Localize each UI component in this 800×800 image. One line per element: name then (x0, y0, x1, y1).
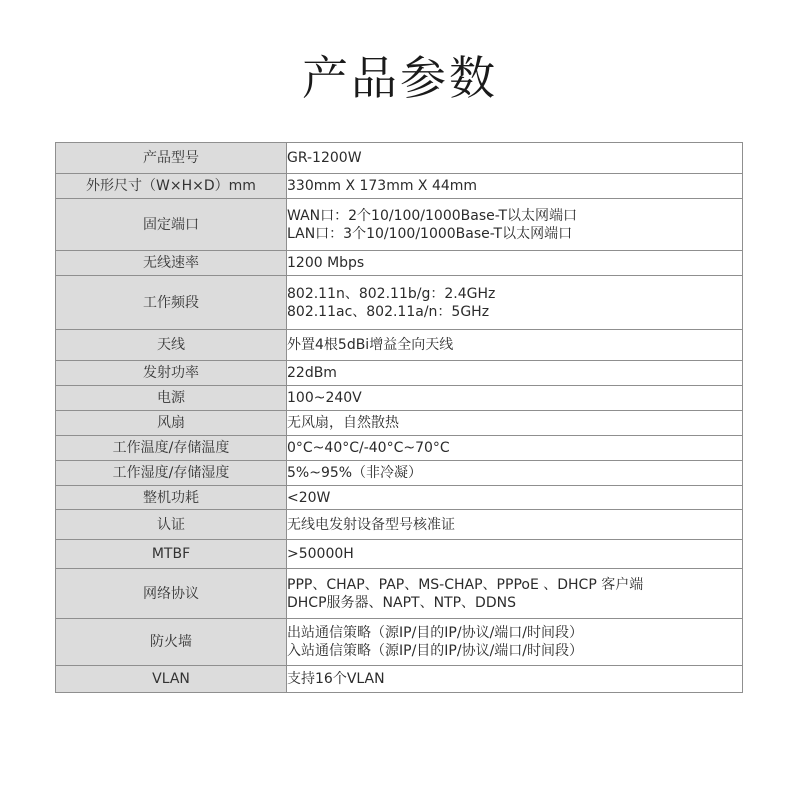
spec-row (56, 486, 743, 510)
spec-label: 电源 (56, 386, 287, 411)
spec-value-line: 外置4根5dBi增益全向天线 (287, 337, 454, 353)
spec-label: 固定端口 (56, 199, 287, 251)
spec-row (56, 276, 743, 330)
spec-value-line: >50000H (287, 546, 354, 562)
spec-value-line: 330mm X 173mm X 44mm (287, 178, 478, 194)
spec-label: 工作频段 (56, 276, 287, 330)
spec-value-line: LAN口：3个10/100/1000Base-T以太网端口 (287, 225, 573, 242)
spec-row (56, 411, 743, 436)
spec-value (287, 510, 743, 540)
spec-value-line: 5%~95%（非冷凝） (287, 465, 423, 481)
spec-label: VLAN (56, 666, 287, 693)
spec-row (56, 361, 743, 386)
spec-row (56, 540, 743, 569)
spec-row (56, 461, 743, 486)
spec-value-line: 入站通信策略（源IP/目的IP/协议/端口/时间段） (287, 643, 584, 659)
spec-row (56, 619, 743, 666)
spec-row (56, 569, 743, 619)
spec-value (287, 411, 743, 436)
spec-label: 网络协议 (56, 569, 287, 619)
spec-label: MTBF (56, 540, 287, 569)
spec-value (287, 143, 743, 174)
spec-row (56, 199, 743, 251)
spec-label: 风扇 (56, 411, 287, 436)
spec-value (287, 666, 743, 693)
spec-value (287, 461, 743, 486)
spec-value-line: 802.11ac、802.11a/n：5GHz (287, 303, 490, 320)
spec-value-line: DHCP服务器、NAPT、NTP、DDNS (287, 594, 516, 611)
spec-value-line: WAN口：2个10/100/1000Base-T以太网端口 (287, 207, 578, 224)
spec-label: 工作温度/存储温度 (56, 436, 287, 461)
spec-value (287, 330, 743, 361)
spec-value-line: PPP、CHAP、PAP、MS-CHAP、PPPoE 、DHCP 客户端 (287, 576, 644, 593)
spec-row (56, 386, 743, 411)
spec-row (56, 666, 743, 693)
spec-value (287, 276, 743, 330)
spec-value (287, 540, 743, 569)
spec-label: 天线 (56, 330, 287, 361)
spec-row (56, 330, 743, 361)
spec-value-line: GR-1200W (287, 150, 362, 166)
spec-label: 无线速率 (56, 251, 287, 276)
spec-label: 整机功耗 (56, 486, 287, 510)
spec-label: 认证 (56, 510, 287, 540)
page-title: 产品参数 (302, 51, 498, 105)
spec-value (287, 486, 743, 510)
spec-value (287, 251, 743, 276)
spec-row (56, 143, 743, 174)
spec-label: 产品型号 (56, 143, 287, 174)
spec-value-line: 出站通信策略（源IP/目的IP/协议/端口/时间段） (287, 625, 584, 641)
spec-value (287, 386, 743, 411)
spec-row (56, 436, 743, 461)
spec-value-line: 无风扇，自然散热 (287, 415, 399, 431)
spec-value (287, 619, 743, 666)
spec-value-line: 1200 Mbps (287, 255, 365, 271)
spec-label: 发射功率 (56, 361, 287, 386)
spec-label: 防火墙 (56, 619, 287, 666)
spec-value-line: 22dBm (287, 365, 337, 381)
spec-value (287, 361, 743, 386)
spec-row (56, 174, 743, 199)
spec-value-line: 无线电发射设备型号核准证 (287, 516, 455, 533)
spec-value-line: 100~240V (287, 390, 362, 406)
spec-row (56, 510, 743, 540)
spec-value-line: 0°C~40°C/-40°C~70°C (287, 440, 450, 456)
spec-value-line: 支持16个VLAN (287, 671, 385, 687)
spec-value (287, 436, 743, 461)
spec-label: 工作湿度/存储湿度 (56, 461, 287, 486)
spec-label: 外形尺寸（W×H×D）mm (56, 174, 287, 199)
spec-row (56, 251, 743, 276)
spec-table-body (56, 143, 743, 693)
spec-value (287, 569, 743, 619)
spec-value (287, 174, 743, 199)
spec-value-line: 802.11n、802.11b/g：2.4GHz (287, 285, 496, 302)
spec-value (287, 199, 743, 251)
spec-table (55, 142, 743, 693)
spec-value-line: <20W (287, 489, 331, 506)
